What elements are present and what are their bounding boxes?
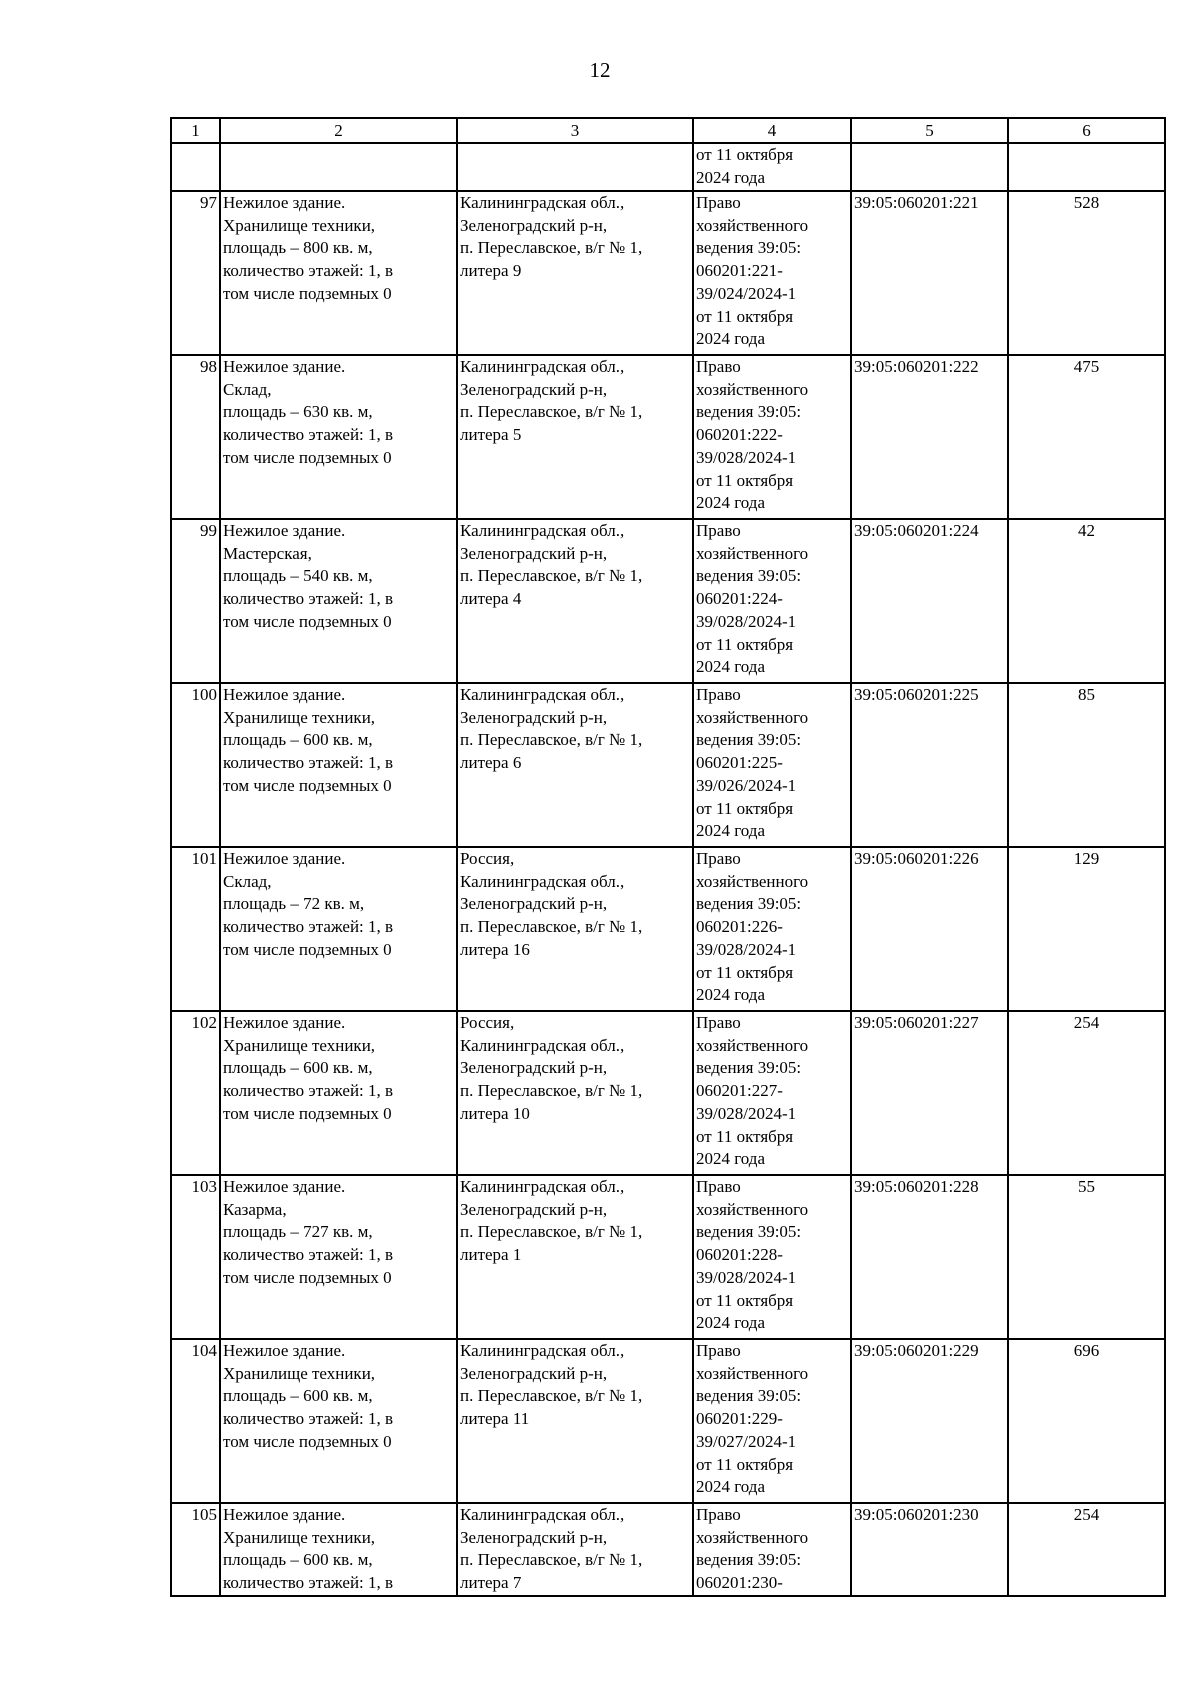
- cell-line: Нежилое здание.: [223, 685, 346, 704]
- cell-line: ведения 39:05:: [696, 238, 802, 258]
- cell-line: Зеленоградский р-н,: [460, 707, 608, 727]
- cell-line: том числе подземных 0: [223, 1431, 392, 1451]
- right-registration-cell: [693, 683, 851, 847]
- cell-line: 39/027/2024-1: [696, 1431, 797, 1451]
- table-row: [171, 1011, 1165, 1175]
- cell-line: Право: [696, 685, 741, 704]
- cell-line: Хранилище техники,: [223, 707, 376, 727]
- description-cell: [220, 1175, 457, 1339]
- cell-line: ведения 39:05:: [696, 566, 802, 586]
- description-cell: [220, 355, 457, 519]
- cell-line: литера 7: [460, 1573, 522, 1593]
- cell-line: от 11 октября: [696, 145, 794, 164]
- cell-line: Нежилое здание.: [223, 849, 346, 868]
- cell-line: Калининградская обл.,: [460, 685, 625, 704]
- cell-line: хозяйственного: [696, 1035, 809, 1055]
- cell-line: Калининградская обл.,: [460, 1341, 625, 1360]
- description-cell: [220, 1503, 457, 1596]
- cell-line: Склад,: [223, 871, 272, 891]
- table-row: [171, 355, 1165, 519]
- column-header: 3: [457, 118, 693, 143]
- address-cell: [457, 1011, 693, 1175]
- cell-line: 060201:230-: [696, 1573, 783, 1593]
- cell-line: Хранилище техники,: [223, 215, 376, 235]
- cell-line: ведения 39:05:: [696, 402, 802, 422]
- cell-line: 2024 года: [696, 1313, 766, 1333]
- cell-line: Зеленоградский р-н,: [460, 215, 608, 235]
- cell-line: 060201:227-: [696, 1081, 783, 1101]
- continuation-row: [171, 143, 1165, 191]
- row-number-cell: 105: [171, 1503, 220, 1596]
- cell-line: ведения 39:05:: [696, 1386, 802, 1406]
- value-cell: 475: [1008, 355, 1165, 519]
- table-row: [171, 1503, 1165, 1596]
- continuation-right-cell: [693, 143, 851, 191]
- cell-line: Хранилище техники,: [223, 1363, 376, 1383]
- continuation-address-cell: [457, 143, 693, 191]
- cell-line: 39/028/2024-1: [696, 939, 797, 959]
- address-cell: [457, 519, 693, 683]
- cell-line: Хранилище техники,: [223, 1035, 376, 1055]
- cell-line: Калининградская обл.,: [460, 1177, 625, 1196]
- cell-line: 2024 года: [696, 821, 766, 841]
- cell-line: хозяйственного: [696, 1363, 809, 1383]
- cell-line: п. Переславское, в/г № 1,: [460, 1386, 643, 1406]
- address-cell: [457, 1503, 693, 1596]
- row-number-cell: 101: [171, 847, 220, 1011]
- cell-line: Право: [696, 357, 741, 376]
- continuation-value-cell: [1008, 143, 1165, 191]
- cell-line: количество этажей: 1, в: [223, 753, 394, 773]
- cell-line: от 11 октября: [696, 634, 794, 654]
- table-row: [171, 1175, 1165, 1339]
- cell-line: том числе подземных 0: [223, 447, 392, 467]
- cell-line: площадь – 600 кв. м,: [223, 1386, 373, 1406]
- cell-line: 060201:228-: [696, 1245, 783, 1265]
- cell-line: Зеленоградский р-н,: [460, 1199, 608, 1219]
- cell-line: 39/028/2024-1: [696, 447, 797, 467]
- cell-line: Склад,: [223, 379, 272, 399]
- table-row: [171, 191, 1165, 355]
- cell-line: площадь – 727 кв. м,: [223, 1222, 373, 1242]
- cell-line: площадь – 540 кв. м,: [223, 566, 373, 586]
- cell-line: количество этажей: 1, в: [223, 425, 394, 445]
- cell-line: от 11 октября: [696, 798, 794, 818]
- continuation-cadastral-cell: [851, 143, 1008, 191]
- row-number-cell: 99: [171, 519, 220, 683]
- cell-line: 39/028/2024-1: [696, 1103, 797, 1123]
- cadastral-number-cell: 39:05:060201:226: [851, 847, 1008, 1011]
- cell-line: от 11 октября: [696, 1290, 794, 1310]
- cell-line: 2024 года: [696, 329, 766, 349]
- row-number-cell: 102: [171, 1011, 220, 1175]
- cell-line: площадь – 630 кв. м,: [223, 402, 373, 422]
- cell-line: от 11 октября: [696, 306, 794, 326]
- cell-line: литера 4: [460, 589, 522, 609]
- cell-line: Зеленоградский р-н,: [460, 1363, 608, 1383]
- row-number-cell: 98: [171, 355, 220, 519]
- cell-line: Калининградская обл.,: [460, 1505, 625, 1524]
- cell-line: литера 16: [460, 939, 530, 959]
- cadastral-number-cell: 39:05:060201:227: [851, 1011, 1008, 1175]
- cell-line: Зеленоградский р-н,: [460, 894, 608, 914]
- row-number-cell: 104: [171, 1339, 220, 1503]
- value-cell: 528: [1008, 191, 1165, 355]
- row-number-cell: 103: [171, 1175, 220, 1339]
- right-registration-cell: [693, 847, 851, 1011]
- cell-line: площадь – 600 кв. м,: [223, 1058, 373, 1078]
- cell-line: Зеленоградский р-н,: [460, 1527, 608, 1547]
- cell-line: Нежилое здание.: [223, 1505, 346, 1524]
- cell-line: литера 9: [460, 261, 522, 281]
- cell-line: Нежилое здание.: [223, 1177, 346, 1196]
- column-header: 4: [693, 118, 851, 143]
- cell-line: от 11 октября: [696, 962, 794, 982]
- cell-line: количество этажей: 1, в: [223, 917, 394, 937]
- description-cell: [220, 1339, 457, 1503]
- value-cell: 55: [1008, 1175, 1165, 1339]
- continuation-desc-cell: [220, 143, 457, 191]
- cell-line: хозяйственного: [696, 871, 809, 891]
- cell-line: количество этажей: 1, в: [223, 261, 394, 281]
- property-table: [170, 117, 1166, 1597]
- cell-line: ведения 39:05:: [696, 730, 802, 750]
- cell-line: Право: [696, 849, 741, 868]
- cell-line: площадь – 72 кв. м,: [223, 894, 365, 914]
- description-cell: [220, 847, 457, 1011]
- description-cell: [220, 683, 457, 847]
- right-registration-cell: [693, 519, 851, 683]
- cell-line: от 11 октября: [696, 1126, 794, 1146]
- cell-line: литера 5: [460, 425, 522, 445]
- cell-line: 2024 года: [696, 657, 766, 677]
- cell-line: Россия,: [460, 849, 515, 868]
- address-cell: [457, 355, 693, 519]
- column-header: 6: [1008, 118, 1165, 143]
- table-row: [171, 519, 1165, 683]
- cell-line: хозяйственного: [696, 707, 809, 727]
- right-registration-cell: [693, 1503, 851, 1596]
- cell-line: 39/028/2024-1: [696, 1267, 797, 1287]
- cell-line: 2024 года: [696, 1477, 766, 1497]
- cell-line: хозяйственного: [696, 215, 809, 235]
- cell-line: 060201:229-: [696, 1409, 783, 1429]
- address-cell: [457, 1339, 693, 1503]
- address-cell: [457, 1175, 693, 1339]
- cadastral-number-cell: 39:05:060201:221: [851, 191, 1008, 355]
- cell-line: литера 11: [460, 1409, 530, 1429]
- cell-line: Калининградская обл.,: [460, 357, 625, 376]
- right-registration-cell: [693, 1339, 851, 1503]
- value-cell: 85: [1008, 683, 1165, 847]
- cell-line: литера 1: [460, 1245, 522, 1265]
- cadastral-number-cell: 39:05:060201:224: [851, 519, 1008, 683]
- cell-line: Нежилое здание.: [223, 357, 346, 376]
- cell-line: 39/028/2024-1: [696, 611, 797, 631]
- column-header: 1: [171, 118, 220, 143]
- cell-line: Россия,: [460, 1013, 515, 1032]
- cell-line: 060201:225-: [696, 753, 783, 773]
- cell-line: Нежилое здание.: [223, 193, 346, 212]
- description-cell: [220, 1011, 457, 1175]
- cell-line: Нежилое здание.: [223, 1013, 346, 1032]
- cell-line: п. Переславское, в/г № 1,: [460, 1222, 643, 1242]
- cell-line: Нежилое здание.: [223, 1341, 346, 1360]
- value-cell: 696: [1008, 1339, 1165, 1503]
- cell-line: хозяйственного: [696, 543, 809, 563]
- header-row: [171, 118, 1165, 143]
- right-registration-cell: [693, 1011, 851, 1175]
- cell-line: том числе подземных 0: [223, 1103, 392, 1123]
- cell-line: Калининградская обл.,: [460, 193, 625, 212]
- cell-line: Право: [696, 521, 741, 540]
- cell-line: том числе подземных 0: [223, 611, 392, 631]
- cell-line: п. Переславское, в/г № 1,: [460, 917, 643, 937]
- cell-line: количество этажей: 1, в: [223, 1245, 394, 1265]
- cell-line: Нежилое здание.: [223, 521, 346, 540]
- cell-line: Казарма,: [223, 1199, 287, 1219]
- cell-line: хозяйственного: [696, 1527, 809, 1547]
- continuation-num-cell: [171, 143, 220, 191]
- cell-line: 060201:222-: [696, 425, 783, 445]
- cell-line: 060201:224-: [696, 589, 783, 609]
- cell-line: хозяйственного: [696, 379, 809, 399]
- cell-line: площадь – 600 кв. м,: [223, 730, 373, 750]
- address-cell: [457, 683, 693, 847]
- cell-line: хозяйственного: [696, 1199, 809, 1219]
- cell-line: 2024 года: [696, 493, 766, 513]
- row-number-cell: 100: [171, 683, 220, 847]
- description-cell: [220, 191, 457, 355]
- cell-line: Калининградская обл.,: [460, 1035, 625, 1055]
- cell-line: Калининградская обл.,: [460, 521, 625, 540]
- cadastral-number-cell: 39:05:060201:229: [851, 1339, 1008, 1503]
- data-rows: [171, 191, 1165, 1596]
- right-registration-cell: [693, 1175, 851, 1339]
- cell-line: п. Переславское, в/г № 1,: [460, 1550, 643, 1570]
- cell-line: том числе подземных 0: [223, 1267, 392, 1287]
- cell-line: 39/026/2024-1: [696, 775, 797, 795]
- cell-line: Зеленоградский р-н,: [460, 379, 608, 399]
- cell-line: ведения 39:05:: [696, 1058, 802, 1078]
- cell-line: площадь – 800 кв. м,: [223, 238, 373, 258]
- row-number-cell: 97: [171, 191, 220, 355]
- cell-line: п. Переславское, в/г № 1,: [460, 238, 643, 258]
- cell-line: 2024 года: [696, 1149, 766, 1169]
- cadastral-number-cell: 39:05:060201:230: [851, 1503, 1008, 1596]
- right-registration-cell: [693, 191, 851, 355]
- value-cell: 42: [1008, 519, 1165, 683]
- column-header: 5: [851, 118, 1008, 143]
- cadastral-number-cell: 39:05:060201:225: [851, 683, 1008, 847]
- address-cell: [457, 191, 693, 355]
- cell-line: Хранилище техники,: [223, 1527, 376, 1547]
- cell-line: п. Переславское, в/г № 1,: [460, 402, 643, 422]
- cell-line: Право: [696, 1177, 741, 1196]
- value-cell: 254: [1008, 1503, 1165, 1596]
- cell-line: Право: [696, 1013, 741, 1032]
- cell-line: 39/024/2024-1: [696, 283, 797, 303]
- cell-line: количество этажей: 1, в: [223, 1573, 394, 1593]
- cell-line: 060201:226-: [696, 917, 783, 937]
- cell-line: Калининградская обл.,: [460, 871, 625, 891]
- cell-line: литера 10: [460, 1103, 530, 1123]
- table-row: [171, 1339, 1165, 1503]
- cell-line: количество этажей: 1, в: [223, 1081, 394, 1101]
- table-row: [171, 847, 1165, 1011]
- cadastral-number-cell: 39:05:060201:222: [851, 355, 1008, 519]
- cell-line: п. Переславское, в/г № 1,: [460, 566, 643, 586]
- cell-line: п. Переславское, в/г № 1,: [460, 1081, 643, 1101]
- cell-line: ведения 39:05:: [696, 894, 802, 914]
- cell-line: том числе подземных 0: [223, 939, 392, 959]
- cell-line: Право: [696, 1505, 741, 1524]
- value-cell: 129: [1008, 847, 1165, 1011]
- page-number: 12: [589, 58, 611, 82]
- column-header: 2: [220, 118, 457, 143]
- cell-line: количество этажей: 1, в: [223, 1409, 394, 1429]
- cell-line: 060201:221-: [696, 261, 783, 281]
- cell-line: 2024 года: [696, 167, 766, 187]
- cell-line: Зеленоградский р-н,: [460, 1058, 608, 1078]
- cell-line: 2024 года: [696, 985, 766, 1005]
- cell-line: том числе подземных 0: [223, 283, 392, 303]
- value-cell: 254: [1008, 1011, 1165, 1175]
- right-registration-cell: [693, 355, 851, 519]
- cell-line: Зеленоградский р-н,: [460, 543, 608, 563]
- cell-line: п. Переславское, в/г № 1,: [460, 730, 643, 750]
- cadastral-number-cell: 39:05:060201:228: [851, 1175, 1008, 1339]
- cell-line: том числе подземных 0: [223, 775, 392, 795]
- cell-line: Право: [696, 193, 741, 212]
- cell-line: ведения 39:05:: [696, 1550, 802, 1570]
- cell-line: Право: [696, 1341, 741, 1360]
- address-cell: [457, 847, 693, 1011]
- cell-line: литера 6: [460, 753, 522, 773]
- description-cell: [220, 519, 457, 683]
- cell-line: Мастерская,: [223, 543, 312, 563]
- table-row: [171, 683, 1165, 847]
- cell-line: от 11 октября: [696, 470, 794, 490]
- cell-line: от 11 октября: [696, 1454, 794, 1474]
- cell-line: ведения 39:05:: [696, 1222, 802, 1242]
- cell-line: количество этажей: 1, в: [223, 589, 394, 609]
- cell-line: площадь – 600 кв. м,: [223, 1550, 373, 1570]
